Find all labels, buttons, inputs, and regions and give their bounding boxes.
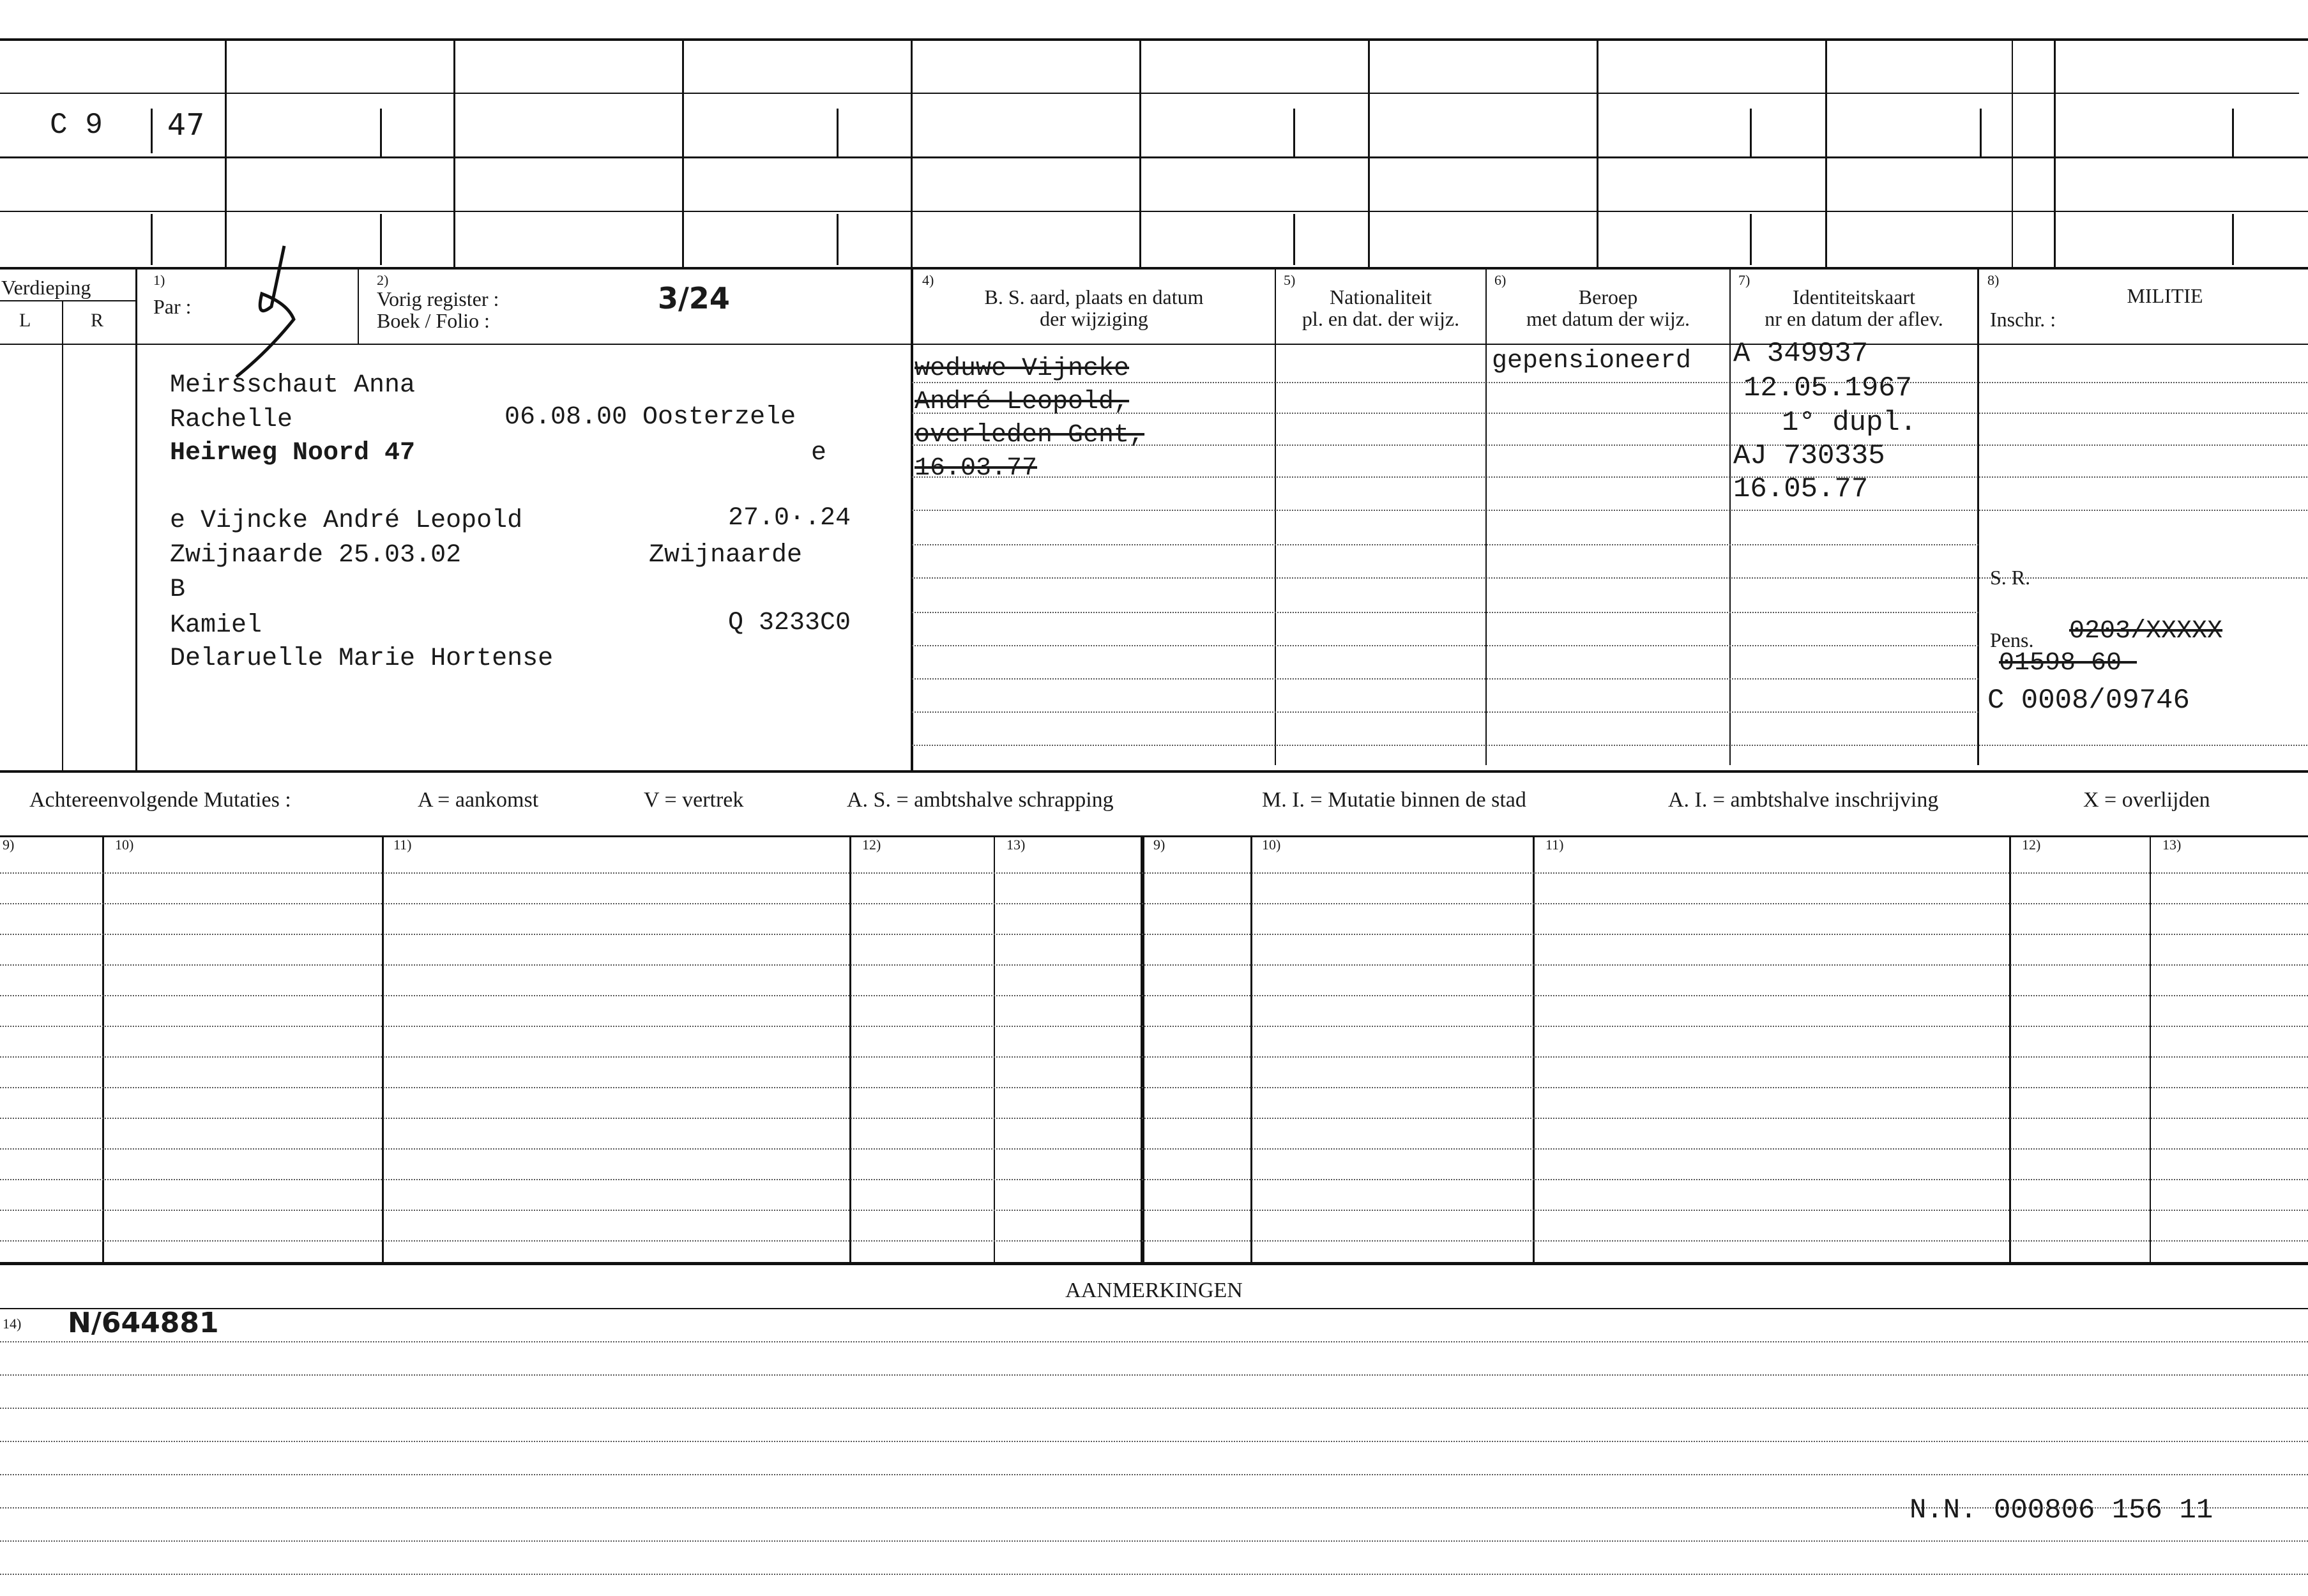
militie-pens-value3: C 0008/09746 [1987, 685, 2190, 717]
militie-pens-value2: 01598-60- [1999, 649, 2137, 678]
col4-entry-4: 16.03.77 [915, 454, 1038, 483]
col8-sub: Inschr. : [1990, 308, 2056, 331]
person-line7-name: Kamiel [170, 611, 262, 640]
mutations-legend-as: A. S. = ambtshalve schrapping [847, 788, 1114, 812]
verdieping-l: L [19, 310, 31, 331]
mut-col-13b: 13) [2162, 837, 2182, 853]
mut-col-10b: 10) [1262, 837, 1281, 853]
remarks-value: N/644881 [68, 1307, 219, 1339]
mut-col-11b: 11) [1545, 837, 1564, 853]
col4-label-1: B. S. aard, plaats en datum [984, 285, 1204, 308]
person-line3: Heirweg Noord 47 [170, 439, 416, 467]
remarks-footer: N.N. 000806 156 11 [1909, 1494, 2213, 1526]
mut-col-9a: 9) [3, 837, 15, 853]
mut-col-10a: 10) [115, 837, 134, 853]
person-line1: Meirsschaut Anna [170, 371, 416, 400]
col7-entry-2: 12.05.1967 [1743, 372, 1913, 404]
col4-entry-3: overleden Gent, [915, 421, 1145, 450]
person-line4-name: e Vijncke André Leopold [170, 506, 523, 535]
person-line6: B [170, 575, 186, 604]
col7-entry-5: 16.05.77 [1733, 473, 1869, 505]
col7-num: 7) [1738, 272, 1750, 288]
col4-entry-1: weduwe Vijncke [915, 354, 1130, 383]
col1-num: 1) [153, 272, 165, 288]
col6-label-1: Beroep [1578, 285, 1638, 308]
col2-value: 3/24 [658, 281, 730, 315]
mutations-legend-mi: M. I. = Mutatie binnen de stad [1262, 788, 1526, 812]
person-line7-code: Q 3233C0 [728, 609, 851, 637]
col2-label-1: Vorig register : [377, 287, 499, 310]
militie-sr-label: S. R. [1990, 566, 2031, 589]
col6-num: 6) [1494, 272, 1507, 288]
person-line3-mark: e [811, 439, 827, 467]
col7-entry-4: AJ 730335 [1733, 440, 1885, 472]
col4-label-2: der wijziging [1040, 307, 1148, 330]
col8-num: 8) [1987, 272, 2000, 288]
col8-label: MILITIE [2127, 284, 2203, 307]
col2-label-2: Boek / Folio : [377, 309, 490, 332]
mutations-legend-v: V = vertrek [644, 788, 744, 812]
mut-col-12a: 12) [862, 837, 881, 853]
col4-entry-2: André Leopold, [915, 388, 1130, 416]
person-line2-name: Rachelle [170, 406, 293, 434]
col7-entry-3: 1° dupl. [1782, 407, 1917, 439]
mut-col-11a: 11) [393, 837, 412, 853]
person-line2-date: 06.08.00 Oosterzele [505, 403, 796, 432]
col2-num: 2) [377, 272, 389, 288]
mut-col-13a: 13) [1006, 837, 1026, 853]
col6-entry: gepensioneerd [1492, 347, 1692, 376]
remarks-num: 14) [3, 1316, 22, 1332]
person-line8: Delaruelle Marie Hortense [170, 644, 554, 673]
col1-label: Par : [153, 295, 192, 318]
militie-pens-label: Pens. [1990, 628, 2034, 651]
mutations-title: Achtereenvolgende Mutaties : [29, 788, 291, 812]
mutations-legend-ai: A. I. = ambtshalve inschrijving [1668, 788, 1939, 812]
person-line4-date: 27.0·.24 [728, 504, 851, 533]
mut-col-12b: 12) [2022, 837, 2041, 853]
col4-num: 4) [922, 272, 934, 288]
col7-entry-1: A 349937 [1733, 338, 1869, 370]
mutations-legend-a: A = aankomst [418, 788, 539, 812]
person-line5-place: Zwijnaarde 25.03.02 [170, 541, 462, 570]
top-code: C 9 [50, 109, 103, 142]
person-line5-place2: Zwijnaarde [649, 541, 803, 570]
par-scribble [211, 243, 307, 390]
verdieping-label: Verdieping [1, 276, 91, 299]
mut-col-9b: 9) [1153, 837, 1165, 853]
col5-label-2: pl. en dat. der wijz. [1302, 307, 1460, 330]
col6-label-2: met datum der wijz. [1526, 307, 1690, 330]
militie-pens-value1: 0203/XXXXX [2069, 617, 2223, 646]
verdieping-r: R [91, 310, 104, 331]
col5-label-1: Nationaliteit [1330, 285, 1432, 308]
remarks-title: AANMERKINGEN [1065, 1279, 1243, 1302]
col7-label-2: nr en datum der aflev. [1765, 307, 1943, 330]
top-number: 47 [167, 107, 205, 142]
col5-num: 5) [1284, 272, 1296, 288]
col7-label-1: Identiteitskaart [1793, 285, 1915, 308]
mutations-legend-x: X = overlijden [2083, 788, 2210, 812]
